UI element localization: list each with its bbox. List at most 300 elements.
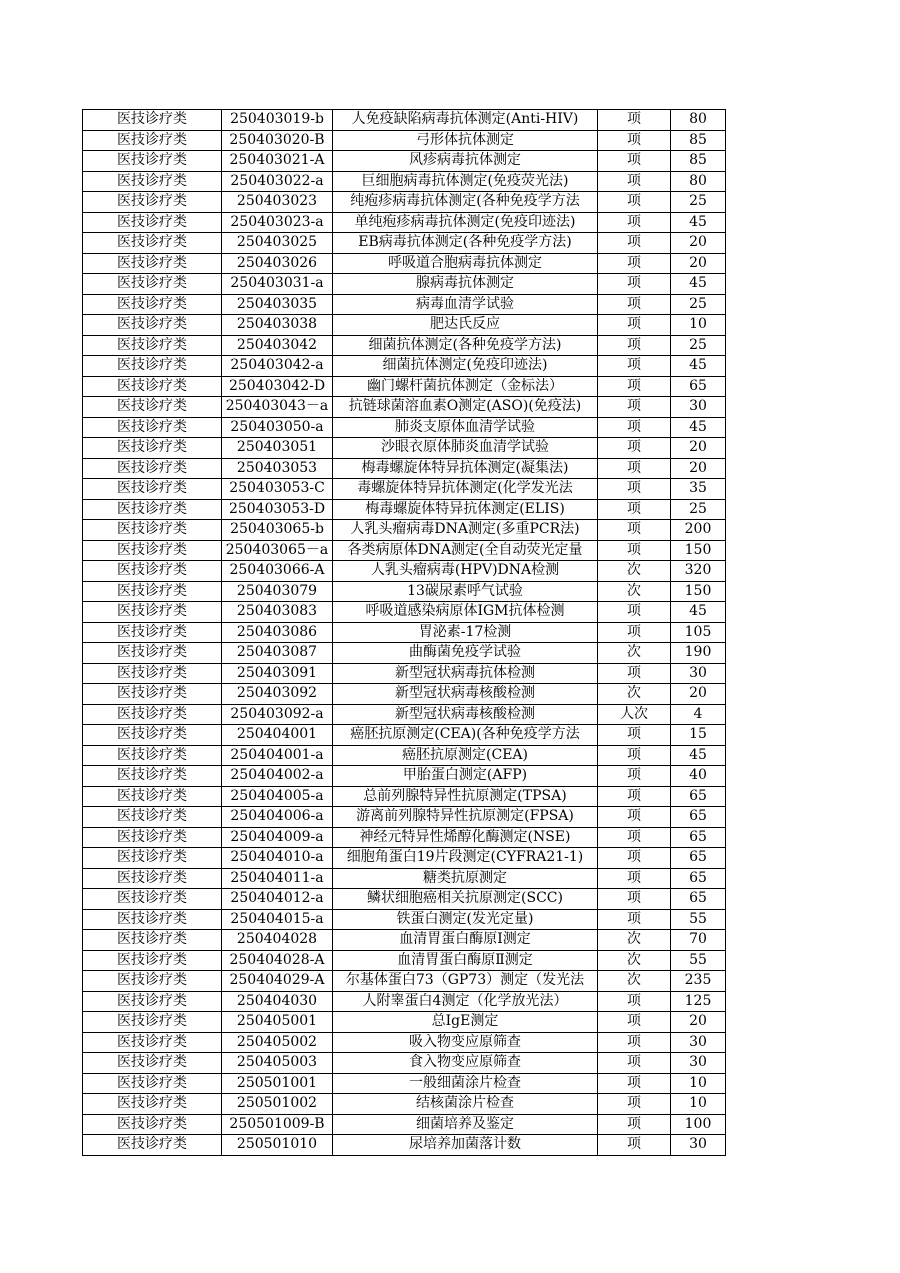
item-code-cell: 250404009-a (222, 827, 333, 848)
item-code-cell: 250405001 (222, 1012, 333, 1033)
item-code-cell: 250404001-a (222, 745, 333, 766)
price-cell: 150 (671, 581, 726, 602)
category-cell: 医技诊疗类 (83, 1073, 222, 1094)
price-cell: 80 (671, 110, 726, 131)
item-name-cell: 呼吸道感染病原体IGM抗体检测 (333, 602, 598, 623)
unit-cell: 项 (598, 192, 671, 213)
table-row (83, 253, 726, 274)
unit-cell: 项 (598, 889, 671, 910)
price-cell: 150 (671, 540, 726, 561)
item-name-cell: 肺炎支原体血清学试验 (333, 417, 598, 438)
item-name-cell: 巨细胞病毒抗体测定(免疫荧光法) (333, 171, 598, 192)
table-row (83, 889, 726, 910)
table-row (83, 622, 726, 643)
table-row (83, 807, 726, 828)
item-name-cell: 病毒血清学试验 (333, 294, 598, 315)
price-cell: 30 (671, 1135, 726, 1156)
price-cell: 55 (671, 950, 726, 971)
item-code-cell: 250403026 (222, 253, 333, 274)
price-cell: 20 (671, 458, 726, 479)
item-name-cell: 游离前列腺特异性抗原测定(FPSA) (333, 807, 598, 828)
table-row (83, 458, 726, 479)
unit-cell: 项 (598, 1073, 671, 1094)
table-row (83, 171, 726, 192)
category-cell: 医技诊疗类 (83, 827, 222, 848)
price-cell: 45 (671, 417, 726, 438)
item-code-cell: 250404011-a (222, 868, 333, 889)
item-code-cell: 250404010-a (222, 848, 333, 869)
item-name-cell: 鳞状细胞癌相关抗原测定(SCC) (333, 889, 598, 910)
category-cell: 医技诊疗类 (83, 561, 222, 582)
table-row (83, 356, 726, 377)
category-cell: 医技诊疗类 (83, 458, 222, 479)
table-row (83, 930, 726, 951)
table-row (83, 151, 726, 172)
item-code-cell: 250403065－a (222, 540, 333, 561)
category-cell: 医技诊疗类 (83, 233, 222, 254)
item-code-cell: 250501009-B (222, 1114, 333, 1135)
price-cell: 45 (671, 212, 726, 233)
unit-cell: 项 (598, 1032, 671, 1053)
item-code-cell: 250404015-a (222, 909, 333, 930)
category-cell: 医技诊疗类 (83, 643, 222, 664)
category-cell: 医技诊疗类 (83, 274, 222, 295)
table-row (83, 397, 726, 418)
category-cell: 医技诊疗类 (83, 335, 222, 356)
category-cell: 医技诊疗类 (83, 786, 222, 807)
unit-cell: 项 (598, 438, 671, 459)
item-name-cell: 幽门螺杆菌抗体测定（金标法） (333, 376, 598, 397)
unit-cell: 人次 (598, 704, 671, 725)
table-row (83, 581, 726, 602)
category-cell: 医技诊疗类 (83, 704, 222, 725)
table-row (83, 909, 726, 930)
price-cell: 4 (671, 704, 726, 725)
item-code-cell: 250403022-a (222, 171, 333, 192)
price-cell: 125 (671, 991, 726, 1012)
unit-cell: 项 (598, 274, 671, 295)
price-cell: 30 (671, 1053, 726, 1074)
unit-cell: 项 (598, 253, 671, 274)
price-cell: 45 (671, 602, 726, 623)
unit-cell: 项 (598, 1094, 671, 1115)
unit-cell: 项 (598, 991, 671, 1012)
table-row (83, 294, 726, 315)
table-row (83, 868, 726, 889)
unit-cell: 项 (598, 233, 671, 254)
table-row (83, 1114, 726, 1135)
item-code-cell: 250403083 (222, 602, 333, 623)
price-cell: 20 (671, 253, 726, 274)
category-cell: 医技诊疗类 (83, 971, 222, 992)
category-cell: 医技诊疗类 (83, 909, 222, 930)
category-cell: 医技诊疗类 (83, 1135, 222, 1156)
category-cell: 医技诊疗类 (83, 950, 222, 971)
item-name-cell: 吸入物变应原筛查 (333, 1032, 598, 1053)
price-cell: 45 (671, 356, 726, 377)
table-row (83, 499, 726, 520)
price-cell: 100 (671, 1114, 726, 1135)
unit-cell: 项 (598, 479, 671, 500)
item-code-cell: 250403092 (222, 684, 333, 705)
category-cell: 医技诊疗类 (83, 417, 222, 438)
price-cell: 65 (671, 868, 726, 889)
table-row (83, 643, 726, 664)
item-name-cell: 肥达氏反应 (333, 315, 598, 336)
item-name-cell: 尿培养加菌落计数 (333, 1135, 598, 1156)
unit-cell: 项 (598, 458, 671, 479)
price-table-body (83, 110, 726, 1156)
category-cell: 医技诊疗类 (83, 212, 222, 233)
unit-cell: 项 (598, 807, 671, 828)
table-row (83, 786, 726, 807)
table-row (83, 1012, 726, 1033)
item-code-cell: 250403023-a (222, 212, 333, 233)
table-row (83, 725, 726, 746)
price-cell: 30 (671, 1032, 726, 1053)
table-row (83, 663, 726, 684)
unit-cell: 项 (598, 397, 671, 418)
unit-cell: 项 (598, 602, 671, 623)
category-cell: 医技诊疗类 (83, 171, 222, 192)
item-name-cell: 人乳头瘤病毒DNA测定(多重PCR法) (333, 520, 598, 541)
item-name-cell: 血清胃蛋白酶原Ⅱ测定 (333, 950, 598, 971)
price-cell: 15 (671, 725, 726, 746)
table-row (83, 766, 726, 787)
category-cell: 医技诊疗类 (83, 1114, 222, 1135)
item-code-cell: 250501010 (222, 1135, 333, 1156)
category-cell: 医技诊疗类 (83, 130, 222, 151)
item-name-cell: EB病毒抗体测定(各种免疫学方法) (333, 233, 598, 254)
table-row (83, 745, 726, 766)
unit-cell: 次 (598, 684, 671, 705)
item-code-cell: 250501001 (222, 1073, 333, 1094)
item-code-cell: 250403086 (222, 622, 333, 643)
item-name-cell: 纯疱疹病毒抗体测定(各种免疫学方法 (333, 192, 598, 213)
item-code-cell: 250404028-A (222, 950, 333, 971)
price-cell: 25 (671, 294, 726, 315)
item-name-cell: 总IgE测定 (333, 1012, 598, 1033)
table-row (83, 130, 726, 151)
item-name-cell: 呼吸道合胞病毒抗体测定 (333, 253, 598, 274)
item-name-cell: 总前列腺特异性抗原测定(TPSA) (333, 786, 598, 807)
item-code-cell: 250403065-b (222, 520, 333, 541)
price-cell: 85 (671, 151, 726, 172)
item-name-cell: 人乳头瘤病毒(HPV)DNA检测 (333, 561, 598, 582)
unit-cell: 项 (598, 663, 671, 684)
unit-cell: 项 (598, 827, 671, 848)
category-cell: 医技诊疗类 (83, 438, 222, 459)
price-cell: 320 (671, 561, 726, 582)
price-cell: 65 (671, 889, 726, 910)
unit-cell: 项 (598, 725, 671, 746)
item-name-cell: 风疹病毒抗体测定 (333, 151, 598, 172)
table-row (83, 561, 726, 582)
price-cell: 20 (671, 1012, 726, 1033)
item-name-cell: 梅毒螺旋体特异抗体测定(凝集法) (333, 458, 598, 479)
item-name-cell: 弓形体抗体测定 (333, 130, 598, 151)
item-code-cell: 250403079 (222, 581, 333, 602)
unit-cell: 次 (598, 561, 671, 582)
table-row (83, 376, 726, 397)
item-code-cell: 250403023 (222, 192, 333, 213)
category-cell: 医技诊疗类 (83, 253, 222, 274)
category-cell: 医技诊疗类 (83, 540, 222, 561)
category-cell: 医技诊疗类 (83, 1053, 222, 1074)
unit-cell: 项 (598, 110, 671, 131)
item-code-cell: 250403042-D (222, 376, 333, 397)
item-code-cell: 250403042-a (222, 356, 333, 377)
item-code-cell: 250403021-A (222, 151, 333, 172)
price-cell: 45 (671, 745, 726, 766)
category-cell: 医技诊疗类 (83, 110, 222, 131)
category-cell: 医技诊疗类 (83, 1094, 222, 1115)
unit-cell: 项 (598, 356, 671, 377)
table-row (83, 110, 726, 131)
item-code-cell: 250403042 (222, 335, 333, 356)
item-name-cell: 人附睾蛋白4测定（化学放光法） (333, 991, 598, 1012)
unit-cell: 次 (598, 581, 671, 602)
table-row (83, 1073, 726, 1094)
item-code-cell: 250405003 (222, 1053, 333, 1074)
unit-cell: 项 (598, 868, 671, 889)
unit-cell: 项 (598, 130, 671, 151)
price-cell: 55 (671, 909, 726, 930)
category-cell: 医技诊疗类 (83, 581, 222, 602)
unit-cell: 项 (598, 171, 671, 192)
table-row (83, 848, 726, 869)
item-name-cell: 细菌抗体测定(免疫印迹法) (333, 356, 598, 377)
item-code-cell: 250403051 (222, 438, 333, 459)
item-code-cell: 250404029-A (222, 971, 333, 992)
table-row (83, 233, 726, 254)
category-cell: 医技诊疗类 (83, 622, 222, 643)
item-code-cell: 250403025 (222, 233, 333, 254)
unit-cell: 项 (598, 294, 671, 315)
price-cell: 10 (671, 1073, 726, 1094)
price-cell: 45 (671, 274, 726, 295)
table-row (83, 602, 726, 623)
table-row (83, 192, 726, 213)
item-code-cell: 250403031-a (222, 274, 333, 295)
price-table (82, 109, 726, 1156)
unit-cell: 项 (598, 540, 671, 561)
price-cell: 30 (671, 663, 726, 684)
price-cell: 200 (671, 520, 726, 541)
price-cell: 20 (671, 438, 726, 459)
price-cell: 25 (671, 192, 726, 213)
item-code-cell: 250404001 (222, 725, 333, 746)
price-cell: 40 (671, 766, 726, 787)
category-cell: 医技诊疗类 (83, 663, 222, 684)
item-name-cell: 新型冠状病毒核酸检测 (333, 704, 598, 725)
price-cell: 85 (671, 130, 726, 151)
table-row (83, 827, 726, 848)
price-cell: 30 (671, 397, 726, 418)
table-row (83, 417, 726, 438)
unit-cell: 项 (598, 1012, 671, 1033)
unit-cell: 项 (598, 520, 671, 541)
item-code-cell: 250403043－a (222, 397, 333, 418)
unit-cell: 次 (598, 950, 671, 971)
table-row (83, 704, 726, 725)
item-name-cell: 食入物变应原筛查 (333, 1053, 598, 1074)
item-name-cell: 细菌抗体测定(各种免疫学方法) (333, 335, 598, 356)
item-code-cell: 250403019-b (222, 110, 333, 131)
category-cell: 医技诊疗类 (83, 725, 222, 746)
unit-cell: 项 (598, 212, 671, 233)
category-cell: 医技诊疗类 (83, 848, 222, 869)
item-code-cell: 250501002 (222, 1094, 333, 1115)
item-name-cell: 甲胎蛋白测定(AFP) (333, 766, 598, 787)
item-name-cell: 梅毒螺旋体特异抗体测定(ELIS) (333, 499, 598, 520)
item-code-cell: 250403092-a (222, 704, 333, 725)
table-row (83, 950, 726, 971)
item-name-cell: 细胞角蛋白19片段测定(CYFRA21-1) (333, 848, 598, 869)
item-code-cell: 250403053 (222, 458, 333, 479)
unit-cell: 项 (598, 622, 671, 643)
category-cell: 医技诊疗类 (83, 499, 222, 520)
unit-cell: 次 (598, 971, 671, 992)
unit-cell: 项 (598, 745, 671, 766)
item-code-cell: 250403091 (222, 663, 333, 684)
table-row (83, 540, 726, 561)
item-name-cell: 新型冠状病毒抗体检测 (333, 663, 598, 684)
unit-cell: 项 (598, 1114, 671, 1135)
item-name-cell: 糖类抗原测定 (333, 868, 598, 889)
unit-cell: 项 (598, 417, 671, 438)
item-name-cell: 腺病毒抗体测定 (333, 274, 598, 295)
price-cell: 65 (671, 807, 726, 828)
item-name-cell: 各类病原体DNA测定(全自动荧光定量 (333, 540, 598, 561)
unit-cell: 次 (598, 643, 671, 664)
item-name-cell: 新型冠状病毒核酸检测 (333, 684, 598, 705)
unit-cell: 项 (598, 499, 671, 520)
unit-cell: 项 (598, 1135, 671, 1156)
category-cell: 医技诊疗类 (83, 479, 222, 500)
item-name-cell: 抗链球菌溶血素O测定(ASO)(免疫法) (333, 397, 598, 418)
item-name-cell: 人免疫缺陷病毒抗体测定(Anti-HIV) (333, 110, 598, 131)
category-cell: 医技诊疗类 (83, 397, 222, 418)
table-row (83, 971, 726, 992)
item-name-cell: 铁蛋白测定(发光定量) (333, 909, 598, 930)
item-code-cell: 250403020-B (222, 130, 333, 151)
price-cell: 20 (671, 684, 726, 705)
price-cell: 25 (671, 499, 726, 520)
category-cell: 医技诊疗类 (83, 684, 222, 705)
item-name-cell: 癌胚抗原测定(CEA) (333, 745, 598, 766)
category-cell: 医技诊疗类 (83, 315, 222, 336)
unit-cell: 项 (598, 335, 671, 356)
category-cell: 医技诊疗类 (83, 807, 222, 828)
category-cell: 医技诊疗类 (83, 766, 222, 787)
table-row (83, 991, 726, 1012)
item-name-cell: 胃泌素-17检测 (333, 622, 598, 643)
price-cell: 190 (671, 643, 726, 664)
table-row (83, 1094, 726, 1115)
category-cell: 医技诊疗类 (83, 1032, 222, 1053)
price-cell: 105 (671, 622, 726, 643)
price-cell: 65 (671, 786, 726, 807)
price-cell: 70 (671, 930, 726, 951)
item-name-cell: 曲酶菌免疫学试验 (333, 643, 598, 664)
item-name-cell: 沙眼衣原体肺炎血清学试验 (333, 438, 598, 459)
unit-cell: 项 (598, 151, 671, 172)
item-code-cell: 250403035 (222, 294, 333, 315)
category-cell: 医技诊疗类 (83, 1012, 222, 1033)
item-name-cell: 尔基体蛋白73（GP73）测定（发光法 (333, 971, 598, 992)
category-cell: 医技诊疗类 (83, 602, 222, 623)
item-name-cell: 血清胃蛋白酶原Ⅰ测定 (333, 930, 598, 951)
category-cell: 医技诊疗类 (83, 930, 222, 951)
item-code-cell: 250405002 (222, 1032, 333, 1053)
item-code-cell: 250404006-a (222, 807, 333, 828)
price-cell: 25 (671, 335, 726, 356)
price-cell: 80 (671, 171, 726, 192)
table-row (83, 1053, 726, 1074)
category-cell: 医技诊疗类 (83, 151, 222, 172)
unit-cell: 次 (598, 930, 671, 951)
price-cell: 235 (671, 971, 726, 992)
table-row (83, 212, 726, 233)
category-cell: 医技诊疗类 (83, 520, 222, 541)
unit-cell: 项 (598, 766, 671, 787)
table-row (83, 335, 726, 356)
price-cell: 35 (671, 479, 726, 500)
table-row (83, 479, 726, 500)
price-cell: 65 (671, 827, 726, 848)
unit-cell: 项 (598, 786, 671, 807)
unit-cell: 项 (598, 376, 671, 397)
price-cell: 10 (671, 315, 726, 336)
category-cell: 医技诊疗类 (83, 991, 222, 1012)
price-cell: 10 (671, 1094, 726, 1115)
table-row (83, 1135, 726, 1156)
unit-cell: 项 (598, 315, 671, 336)
table-row (83, 684, 726, 705)
category-cell: 医技诊疗类 (83, 356, 222, 377)
item-code-cell: 250403053-D (222, 499, 333, 520)
category-cell: 医技诊疗类 (83, 294, 222, 315)
category-cell: 医技诊疗类 (83, 192, 222, 213)
table-row (83, 438, 726, 459)
item-name-cell: 细菌培养及鉴定 (333, 1114, 598, 1135)
item-code-cell: 250403087 (222, 643, 333, 664)
table-row (83, 1032, 726, 1053)
category-cell: 医技诊疗类 (83, 868, 222, 889)
unit-cell: 项 (598, 909, 671, 930)
table-row (83, 315, 726, 336)
item-code-cell: 250404030 (222, 991, 333, 1012)
item-code-cell: 250404028 (222, 930, 333, 951)
item-name-cell: 癌胚抗原测定(CEA)(各种免疫学方法 (333, 725, 598, 746)
item-code-cell: 250403066-A (222, 561, 333, 582)
table-row (83, 520, 726, 541)
item-code-cell: 250403050-a (222, 417, 333, 438)
item-code-cell: 250404002-a (222, 766, 333, 787)
item-name-cell: 神经元特异性烯醇化酶测定(NSE) (333, 827, 598, 848)
item-name-cell: 毒螺旋体特异抗体测定(化学发光法 (333, 479, 598, 500)
table-row (83, 274, 726, 295)
price-cell: 65 (671, 848, 726, 869)
price-cell: 20 (671, 233, 726, 254)
unit-cell: 项 (598, 1053, 671, 1074)
unit-cell: 项 (598, 848, 671, 869)
item-name-cell: 13碳尿素呼气试验 (333, 581, 598, 602)
item-name-cell: 结核菌涂片检查 (333, 1094, 598, 1115)
category-cell: 医技诊疗类 (83, 889, 222, 910)
item-code-cell: 250404012-a (222, 889, 333, 910)
